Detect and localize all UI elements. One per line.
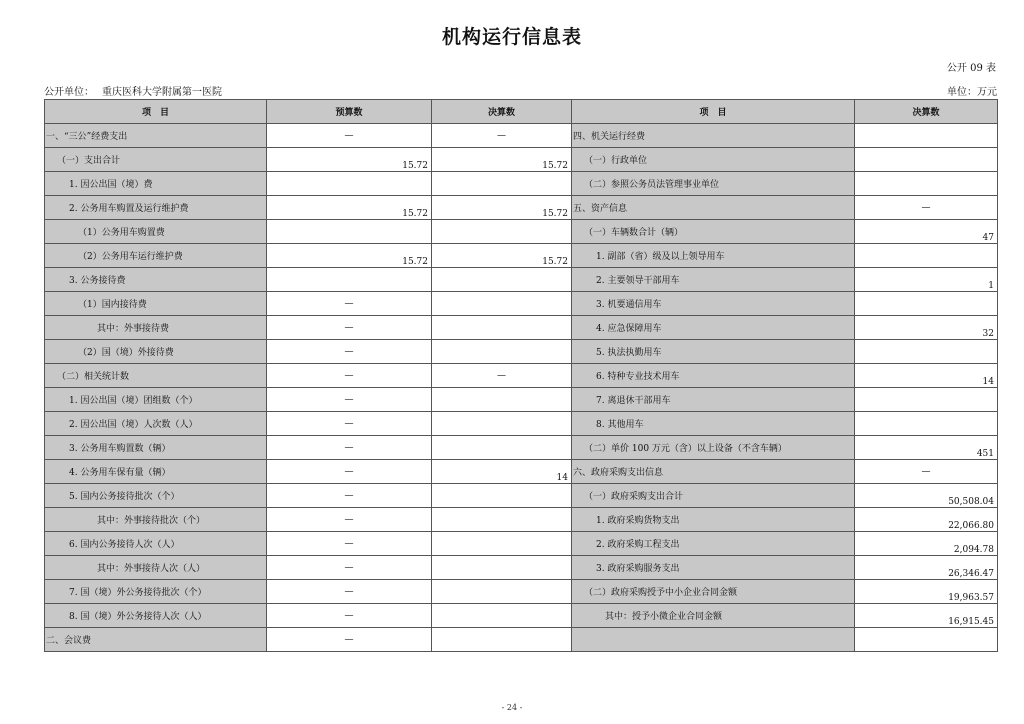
right-item-cell: （一）政府采购支出合计	[572, 484, 855, 508]
right-item-cell: 其中：授予小微企业合同金额	[572, 604, 855, 628]
table-row	[45, 196, 998, 220]
unit-label: 公开单位：	[44, 87, 94, 98]
right-final-cell: —	[855, 460, 998, 484]
final-cell: 15.72	[432, 196, 572, 220]
left-item-cell: 6. 国内公务接待人次（人）	[45, 532, 267, 556]
final-cell	[432, 580, 572, 604]
right-final-cell	[855, 388, 998, 412]
budget-cell: —	[267, 316, 432, 340]
right-final-cell: 1	[855, 268, 998, 292]
budget-cell: —	[267, 484, 432, 508]
right-item-cell: 7. 离退休干部用车	[572, 388, 855, 412]
header-item-left: 项 目	[45, 100, 267, 124]
table-row	[45, 220, 998, 244]
table-row	[45, 484, 998, 508]
budget-cell	[267, 268, 432, 292]
right-item-cell: 5. 执法执勤用车	[572, 340, 855, 364]
left-item-cell: 4. 公务用车保有量（辆）	[45, 460, 267, 484]
page-title: 机构运行信息表	[441, 26, 582, 48]
final-cell	[432, 436, 572, 460]
right-item-cell: 2. 政府采购工程支出	[572, 532, 855, 556]
header-budget: 预算数	[267, 100, 432, 124]
right-final-cell: —	[855, 196, 998, 220]
final-cell: —	[432, 124, 572, 148]
right-final-cell: 16,915.45	[855, 604, 998, 628]
right-item-cell: 六、政府采购支出信息	[572, 460, 855, 484]
budget-cell: —	[267, 628, 432, 652]
final-cell	[432, 484, 572, 508]
table-row	[45, 340, 998, 364]
budget-cell: 15.72	[267, 196, 432, 220]
budget-cell	[267, 220, 432, 244]
right-final-cell: 2,094.78	[855, 532, 998, 556]
left-item-cell: 二、会议费	[45, 628, 267, 652]
right-final-cell: 32	[855, 316, 998, 340]
table-row	[45, 580, 998, 604]
right-item-cell: 1. 副部（省）级及以上领导用车	[572, 244, 855, 268]
final-cell: 15.72	[432, 148, 572, 172]
budget-cell: —	[267, 580, 432, 604]
budget-cell: —	[267, 364, 432, 388]
right-final-cell: 22,066.80	[855, 508, 998, 532]
unit-name: 重庆医科大学附属第一医院	[102, 87, 222, 98]
right-item-cell: 4. 应急保障用车	[572, 316, 855, 340]
left-item-cell: （1）国内接待费	[45, 292, 267, 316]
table-row	[45, 124, 998, 148]
right-final-cell	[855, 244, 998, 268]
left-item-cell: 3. 公务用车购置数（辆）	[45, 436, 267, 460]
final-cell	[432, 316, 572, 340]
table-row	[45, 604, 998, 628]
final-cell	[432, 508, 572, 532]
table-row	[45, 316, 998, 340]
right-item-cell	[572, 628, 855, 652]
table-row	[45, 412, 998, 436]
budget-cell: 15.72	[267, 148, 432, 172]
page-number: - 24 -	[501, 703, 523, 712]
left-item-cell: 一、“三公”经费支出	[45, 124, 267, 148]
left-item-cell: 1. 因公出国（境）费	[45, 172, 267, 196]
right-final-cell	[855, 340, 998, 364]
header-final-right: 决算数	[855, 100, 998, 124]
left-item-cell: 2. 公务用车购置及运行维护费	[45, 196, 267, 220]
budget-cell: —	[267, 460, 432, 484]
final-cell	[432, 220, 572, 244]
final-cell	[432, 268, 572, 292]
right-final-cell	[855, 124, 998, 148]
right-item-cell: 2. 主要领导干部用车	[572, 268, 855, 292]
right-item-cell: 五、资产信息	[572, 196, 855, 220]
table-row	[45, 148, 998, 172]
left-item-cell: （二）相关统计数	[45, 364, 267, 388]
right-item-cell: （二）参照公务员法管理事业单位	[572, 172, 855, 196]
budget-cell: —	[267, 508, 432, 532]
table-body	[45, 124, 998, 652]
final-cell: —	[432, 364, 572, 388]
table-row	[45, 364, 998, 388]
left-item-cell: 5. 国内公务接待批次（个）	[45, 484, 267, 508]
left-item-cell: 其中：外事接待费	[45, 316, 267, 340]
left-item-cell: （1）公务用车购置费	[45, 220, 267, 244]
final-cell	[432, 532, 572, 556]
budget-cell: —	[267, 124, 432, 148]
final-cell	[432, 340, 572, 364]
left-item-cell: 7. 国（境）外公务接待批次（个）	[45, 580, 267, 604]
money-unit: 单位：万元	[947, 87, 997, 98]
table-row	[45, 268, 998, 292]
budget-cell: —	[267, 532, 432, 556]
table-row	[45, 292, 998, 316]
budget-cell: —	[267, 340, 432, 364]
right-final-cell	[855, 628, 998, 652]
right-item-cell: 8. 其他用车	[572, 412, 855, 436]
budget-cell: —	[267, 556, 432, 580]
left-item-cell: （一）支出合计	[45, 148, 267, 172]
final-cell	[432, 292, 572, 316]
table-row	[45, 436, 998, 460]
table-row	[45, 532, 998, 556]
table-header-row	[45, 100, 998, 124]
right-final-cell: 451	[855, 436, 998, 460]
right-final-cell: 26,346.47	[855, 556, 998, 580]
right-final-cell: 19,963.57	[855, 580, 998, 604]
right-item-cell: 四、机关运行经费	[572, 124, 855, 148]
final-cell	[432, 172, 572, 196]
institution-operation-table	[44, 99, 998, 652]
table-row	[45, 388, 998, 412]
right-final-cell	[855, 292, 998, 316]
final-cell	[432, 412, 572, 436]
table-row	[45, 172, 998, 196]
right-final-cell	[855, 148, 998, 172]
final-cell	[432, 604, 572, 628]
budget-cell: —	[267, 412, 432, 436]
table-row	[45, 460, 998, 484]
left-item-cell: 其中：外事接待批次（个）	[45, 508, 267, 532]
left-item-cell: 其中：外事接待人次（人）	[45, 556, 267, 580]
table-row	[45, 556, 998, 580]
right-final-cell: 14	[855, 364, 998, 388]
budget-cell: —	[267, 604, 432, 628]
final-cell	[432, 628, 572, 652]
final-cell	[432, 556, 572, 580]
right-item-cell: 3. 机要通信用车	[572, 292, 855, 316]
right-final-cell: 47	[855, 220, 998, 244]
left-item-cell: 3. 公务接待费	[45, 268, 267, 292]
right-item-cell: 1. 政府采购货物支出	[572, 508, 855, 532]
table-row	[45, 508, 998, 532]
left-item-cell: （2）公务用车运行维护费	[45, 244, 267, 268]
form-number: 公开 09 表	[946, 63, 996, 74]
right-item-cell: 6. 特种专业技术用车	[572, 364, 855, 388]
right-item-cell: （一）车辆数合计（辆）	[572, 220, 855, 244]
budget-cell: —	[267, 388, 432, 412]
left-item-cell: 1. 因公出国（境）团组数（个）	[45, 388, 267, 412]
right-item-cell: 3. 政府采购服务支出	[572, 556, 855, 580]
table-row	[45, 628, 998, 652]
right-final-cell: 50,508.04	[855, 484, 998, 508]
budget-cell	[267, 172, 432, 196]
table-row	[45, 244, 998, 268]
right-item-cell: （二）政府采购授予中小企业合同金额	[572, 580, 855, 604]
final-cell	[432, 388, 572, 412]
right-final-cell	[855, 172, 998, 196]
budget-cell: —	[267, 292, 432, 316]
final-cell: 15.72	[432, 244, 572, 268]
header-final-left: 决算数	[432, 100, 572, 124]
budget-cell: 15.72	[267, 244, 432, 268]
final-cell: 14	[432, 460, 572, 484]
header-item-right: 项 目	[572, 100, 855, 124]
budget-cell: —	[267, 436, 432, 460]
right-item-cell: （一）行政单位	[572, 148, 855, 172]
left-item-cell: 2. 因公出国（境）人次数（人）	[45, 412, 267, 436]
left-item-cell: 8. 国（境）外公务接待人次（人）	[45, 604, 267, 628]
right-item-cell: （二）单价 100 万元（含）以上设备（不含车辆）	[572, 436, 855, 460]
left-item-cell: （2）国（境）外接待费	[45, 340, 267, 364]
right-final-cell	[855, 412, 998, 436]
